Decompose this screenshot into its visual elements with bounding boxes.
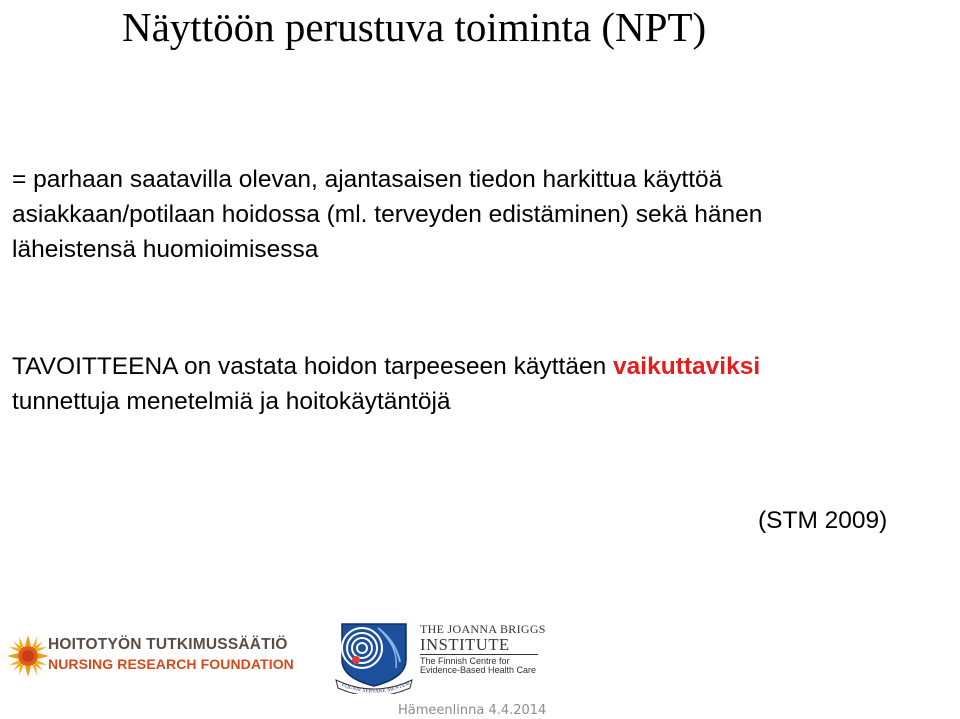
definition-paragraph (12, 162, 762, 267)
jbi-name-line1: THE JOANNA BRIGGS (420, 622, 546, 636)
jbi-centre-line2: Evidence-Based Health Care (420, 665, 537, 675)
jbi-divider (420, 654, 538, 655)
goal-highlight: vaikuttaviksi (613, 353, 761, 380)
nrf-name-fi: HOITOTYÖN TUTKIMUSSÄÄTIÖ (48, 636, 288, 653)
joanna-briggs-institute-logo (334, 622, 554, 696)
nursing-research-foundation-logo (4, 632, 294, 678)
definition-line: = parhaan saatavilla olevan, ajantasaisen tiedon harkittua käyttöä (12, 166, 723, 193)
jbi-shield-icon (334, 622, 414, 694)
definition-line: asiakkaan/potilaan hoidossa (ml. terveyden edistäminen) sekä hänen (12, 201, 763, 228)
citation: (STM 2009) (758, 507, 888, 534)
jbi-motto: EQUAM SERVARE MENTEM (340, 680, 411, 694)
jbi-centre-line1: The Finnish Centre for (420, 656, 510, 666)
footer-date: Hämeenlinna 4.4.2014 (398, 703, 547, 718)
jbi-name-line2: INSTITUTE (420, 635, 510, 654)
goal-line-1 (12, 349, 760, 384)
definition-line: läheistensä huomioimisessa (12, 236, 319, 263)
sun-icon (6, 634, 50, 678)
goal-paragraph (12, 349, 760, 419)
goal-text: TAVOITTEENA on vastata hoidon tarpeeseen käyttäen (12, 353, 614, 380)
nrf-name-en: NURSING RESEARCH FOUNDATION (48, 656, 294, 672)
goal-line-2: tunnettuja menetelmiä ja hoitokäytäntöjä (12, 388, 451, 415)
slide-title: Näyttöön perustuva toiminta (NPT) (122, 4, 707, 50)
